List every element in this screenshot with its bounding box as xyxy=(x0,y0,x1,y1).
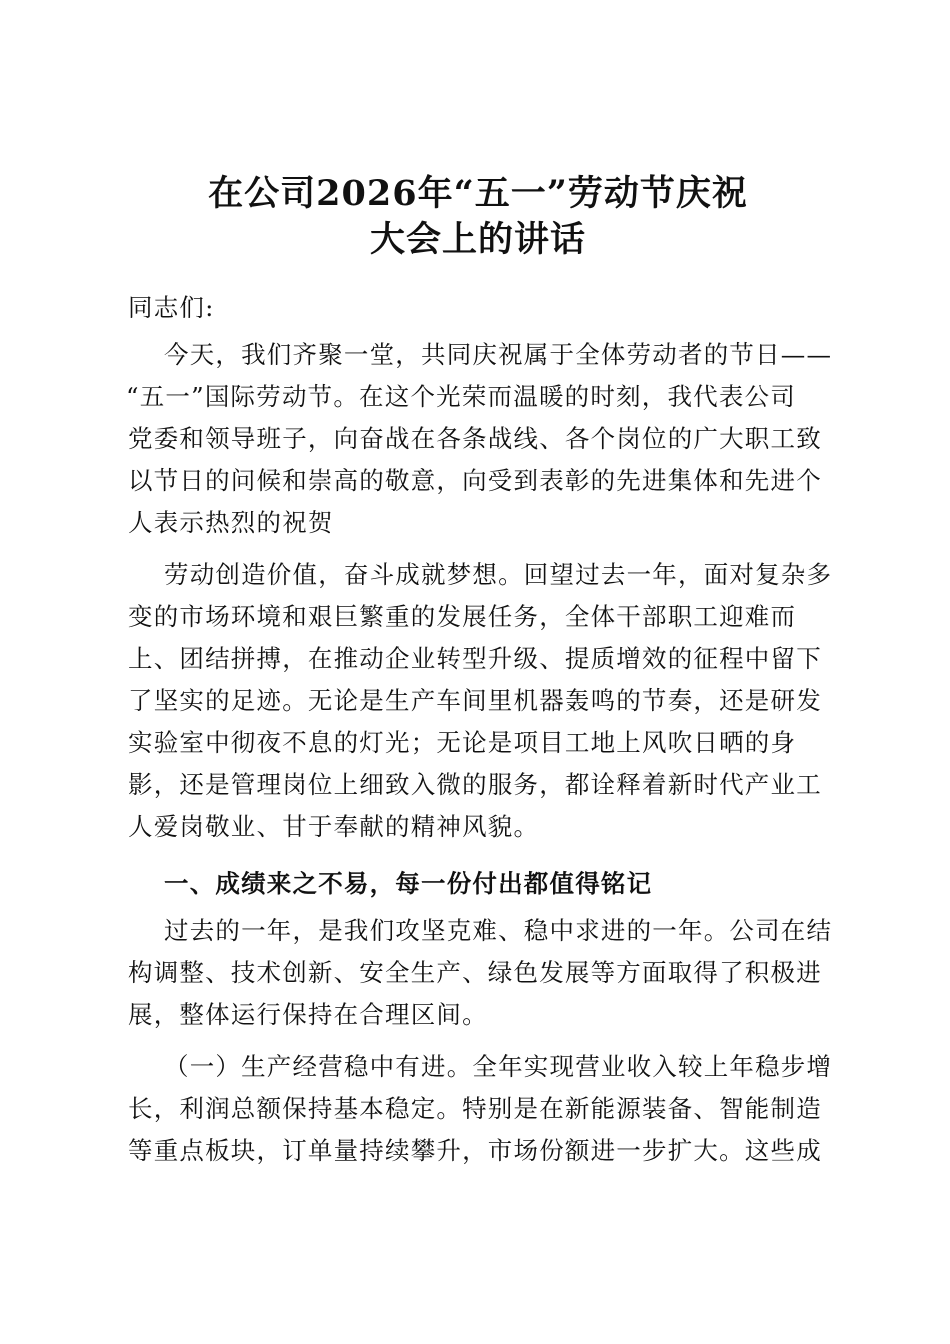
paragraph-2-line-2: 变的市场环境和艰巨繁重的发展任务，全体干部职工迎难而 xyxy=(128,602,797,631)
paragraph-1-line-2: “五一”国际劳动节。在这个光荣而温暖的时刻，我代表公司 xyxy=(126,382,796,411)
subsection-1-text: 。全年实现营业收入较上年稳步增 xyxy=(446,1052,833,1081)
paragraph-3-line-1: 过去的一年，是我们攻坚克难、稳中求进的一年。公司在结 xyxy=(164,916,833,945)
paragraph-3-line-2: 构调整、技术创新、安全生产、绿色发展等方面取得了积极进 xyxy=(128,958,822,987)
paragraph-3-line-3: 展，整体运行保持在合理区间。 xyxy=(128,1000,488,1029)
section-heading-1: 一、成绩来之不易，每一份付出都值得铭记 xyxy=(164,869,653,898)
paragraph-2-line-6: 影，还是管理岗位上细致入微的服务，都诠释着新时代产业工 xyxy=(128,770,822,799)
paragraph-2-line-7: 人爱岗敬业、甘于奉献的精神风貌。 xyxy=(128,812,540,841)
paragraph-4-line-1 xyxy=(164,1049,832,1085)
title-line-1: 在公司2026年“五一”劳动节庆祝 xyxy=(208,173,748,214)
salutation: 同志们: xyxy=(128,293,215,322)
subsection-title-1: （一）生产经营稳中有进 xyxy=(164,1052,447,1081)
paragraph-2-line-3: 上、团结拼搏，在推动企业转型升级、提质增效的征程中留下 xyxy=(128,644,822,673)
paragraph-4-line-2: 长，利润总额保持基本稳定。特别是在新能源装备、智能制造 xyxy=(128,1094,822,1123)
paragraph-2-line-4: 了坚实的足迹。无论是生产车间里机器轰鸣的节奏，还是研发 xyxy=(128,686,822,715)
paragraph-4-line-3: 等重点板块，订单量持续攀升，市场份额进一步扩大。这些成 xyxy=(128,1136,822,1165)
paragraph-1-line-3: 党委和领导班子，向奋战在各条战线、各个岗位的广大职工致 xyxy=(128,424,822,453)
paragraph-1-line-1: 今天，我们齐聚一堂，共同庆祝属于全体劳动者的节日—— xyxy=(164,340,833,369)
title-line-2: 大会上的讲话 xyxy=(369,219,586,260)
paragraph-1-line-4: 以节日的问候和崇高的敬意，向受到表彰的先进集体和先进个 xyxy=(128,466,822,495)
paragraph-1-line-5: 人表示热烈的祝贺 xyxy=(128,508,334,537)
paragraph-2-line-1: 劳动创造价值，奋斗成就梦想。回望过去一年，面对复杂多 xyxy=(164,560,833,589)
paragraph-2-line-5: 实验室中彻夜不息的灯光；无论是项目工地上风吹日晒的身 xyxy=(128,728,797,757)
